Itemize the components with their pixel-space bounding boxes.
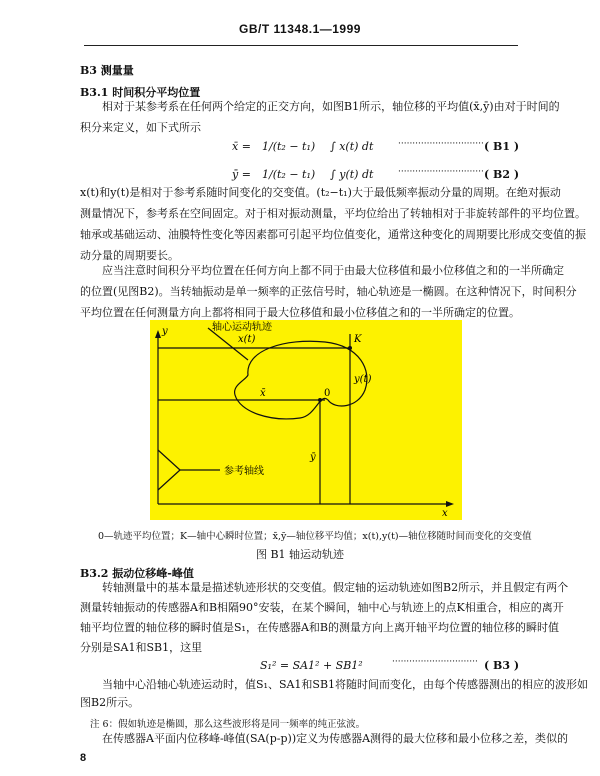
b32-p1-line2: 测量转轴振动的传感器A和B相隔90°安装，在某个瞬间，轴中心与轨迹上的点K相重合，相应的离开 [80, 601, 564, 614]
eq-b1-lhs: x̄ = [232, 140, 251, 153]
figure-b1-diagram [150, 320, 462, 520]
b31-p2-line2: 测量情况下，参考系在空间固定。对于相对振动测量，平均位给出了转轴相对于非旋转部件的平均位置。 [80, 207, 586, 220]
figure-b1 [150, 320, 462, 520]
b31-p3-line2: 的位置(见图B2)。当转轴振动是单一频率的正弦信号时，轴心轨迹是一椭圆。在这种情况下，时间积分 [80, 285, 577, 298]
b32-p1-line4: 分别是SA1和SB1，这里 [80, 641, 203, 654]
ref-leader-1 [158, 450, 180, 470]
eq-b3: S₁² = SA1² + SB1² [260, 659, 363, 672]
label-ref: 参考轴线 [224, 466, 264, 477]
b32-note: 注 6：假如轨迹是椭圆，那么这些波形将是同一频率的纯正弦波。 [90, 719, 366, 730]
label-orbit: 轴心运动轨迹 [212, 322, 272, 333]
eq-b3-number: ( B3 ) [484, 659, 520, 672]
page-number: 8 [80, 752, 87, 764]
label-yt: y(t) [354, 374, 372, 385]
b31-p2-line3: 轴承或基础运动、油膜特性变化等因素都可引起平均位值变化，通常这种变化的周期要比形成交变值的振 [80, 228, 586, 241]
section-b32-title: B3.2 振动位移峰-峰值 [80, 567, 194, 580]
b31-p3-line3: 平均位置在任何测量方向上都将相同于最大位移值和最小位移值之和的一半所确定的位置。 [80, 306, 520, 319]
x-axis-arrow [446, 501, 454, 507]
eq-b2-dots: ······························ [398, 167, 484, 177]
b31-p3-line1: 应当注意时间积分平均位置在任何方向上都不同于由最大位移值和最小位移值之和的一半所确定 [102, 264, 564, 277]
b31-p1-line1: 相对于某参考系在任何两个给定的正交方向，如图B1所示，轴位移的平均值(x̄,ȳ)由对于时间的 [102, 100, 560, 113]
eq-b2-number: ( B2 ) [484, 168, 520, 181]
eq-b2-lhs: ȳ = [232, 168, 251, 181]
label-xbar: x̄ [260, 388, 266, 399]
section-b3-title: B3 测量量 [80, 64, 134, 77]
eq-b1-dots: ······························ [398, 139, 484, 149]
mean-point [318, 398, 322, 402]
header-standard: GB/T 11348.1—1999 [239, 22, 361, 36]
eq-b1-frac: 1/(t₂ − t₁) [262, 140, 316, 153]
b32-p1-line3: 轴平均位置的轴位移的瞬时值是S₁，在传感器A和B的测量方向上离开轴平均位置的轴位移的瞬时值 [80, 621, 559, 634]
orbit-path [235, 341, 367, 419]
b31-p2-line1: x(t)和y(t)是相对于参考系随时间变化的交变值。(t₂−t₁)大于最低频率振动分量的周期。在绝对振动 [80, 186, 561, 199]
label-x-axis: x [442, 508, 448, 519]
ref-leader-2 [158, 470, 180, 490]
b32-p2-line1: 当轴中心沿轴心轨迹运动时，值S₁、SA1和SB1将随时间而变化，由每个传感器测出的相应的波形如 [102, 678, 589, 691]
k-point [348, 346, 352, 350]
section-b31-title: B3.1 时间积分平均位置 [80, 86, 201, 99]
eq-b2-integral: ∫ y(t) dt [330, 168, 374, 181]
eq-b1-number: ( B1 ) [484, 140, 520, 153]
figure-b1-legend: 0—轨迹平均位置；K—轴中心瞬时位置；x̄,ȳ—轴位移平均值；x(t),y(t)—轴位移随时间而变化的交变值 [98, 531, 532, 542]
eq-b1-integral: ∫ x(t) dt [330, 140, 374, 153]
label-y-axis: y [162, 326, 168, 337]
b32-p1-line1: 转轴测量中的基本量是描述轨迹形状的交变值。假定轴的运动轨迹如图B2所示，并且假定有两个 [102, 581, 569, 594]
b32-p3: 在传感器A平面内位移峰-峰值(SA(p-p))定义为传感器A测得的最大位移和最小位移之差，类似的 [102, 732, 569, 745]
b31-p2-line4: 动分量的周期要长。 [80, 249, 179, 262]
eq-b3-dots: ······························ [392, 657, 478, 667]
figure-b1-caption: 图 B1 轴运动轨迹 [255, 548, 345, 561]
header-rule [84, 45, 518, 46]
label-ybar: ȳ [310, 452, 316, 463]
b31-p1-line2: 积分来定义，如下式所示 [80, 121, 201, 134]
label-xt: x(t) [238, 334, 256, 345]
label-k: K [354, 334, 362, 345]
eq-b2-frac: 1/(t₂ − t₁) [262, 168, 316, 181]
label-o: 0 [324, 388, 331, 399]
y-axis-arrow [155, 330, 161, 338]
b32-p2-line2: 图B2所示。 [80, 696, 140, 709]
